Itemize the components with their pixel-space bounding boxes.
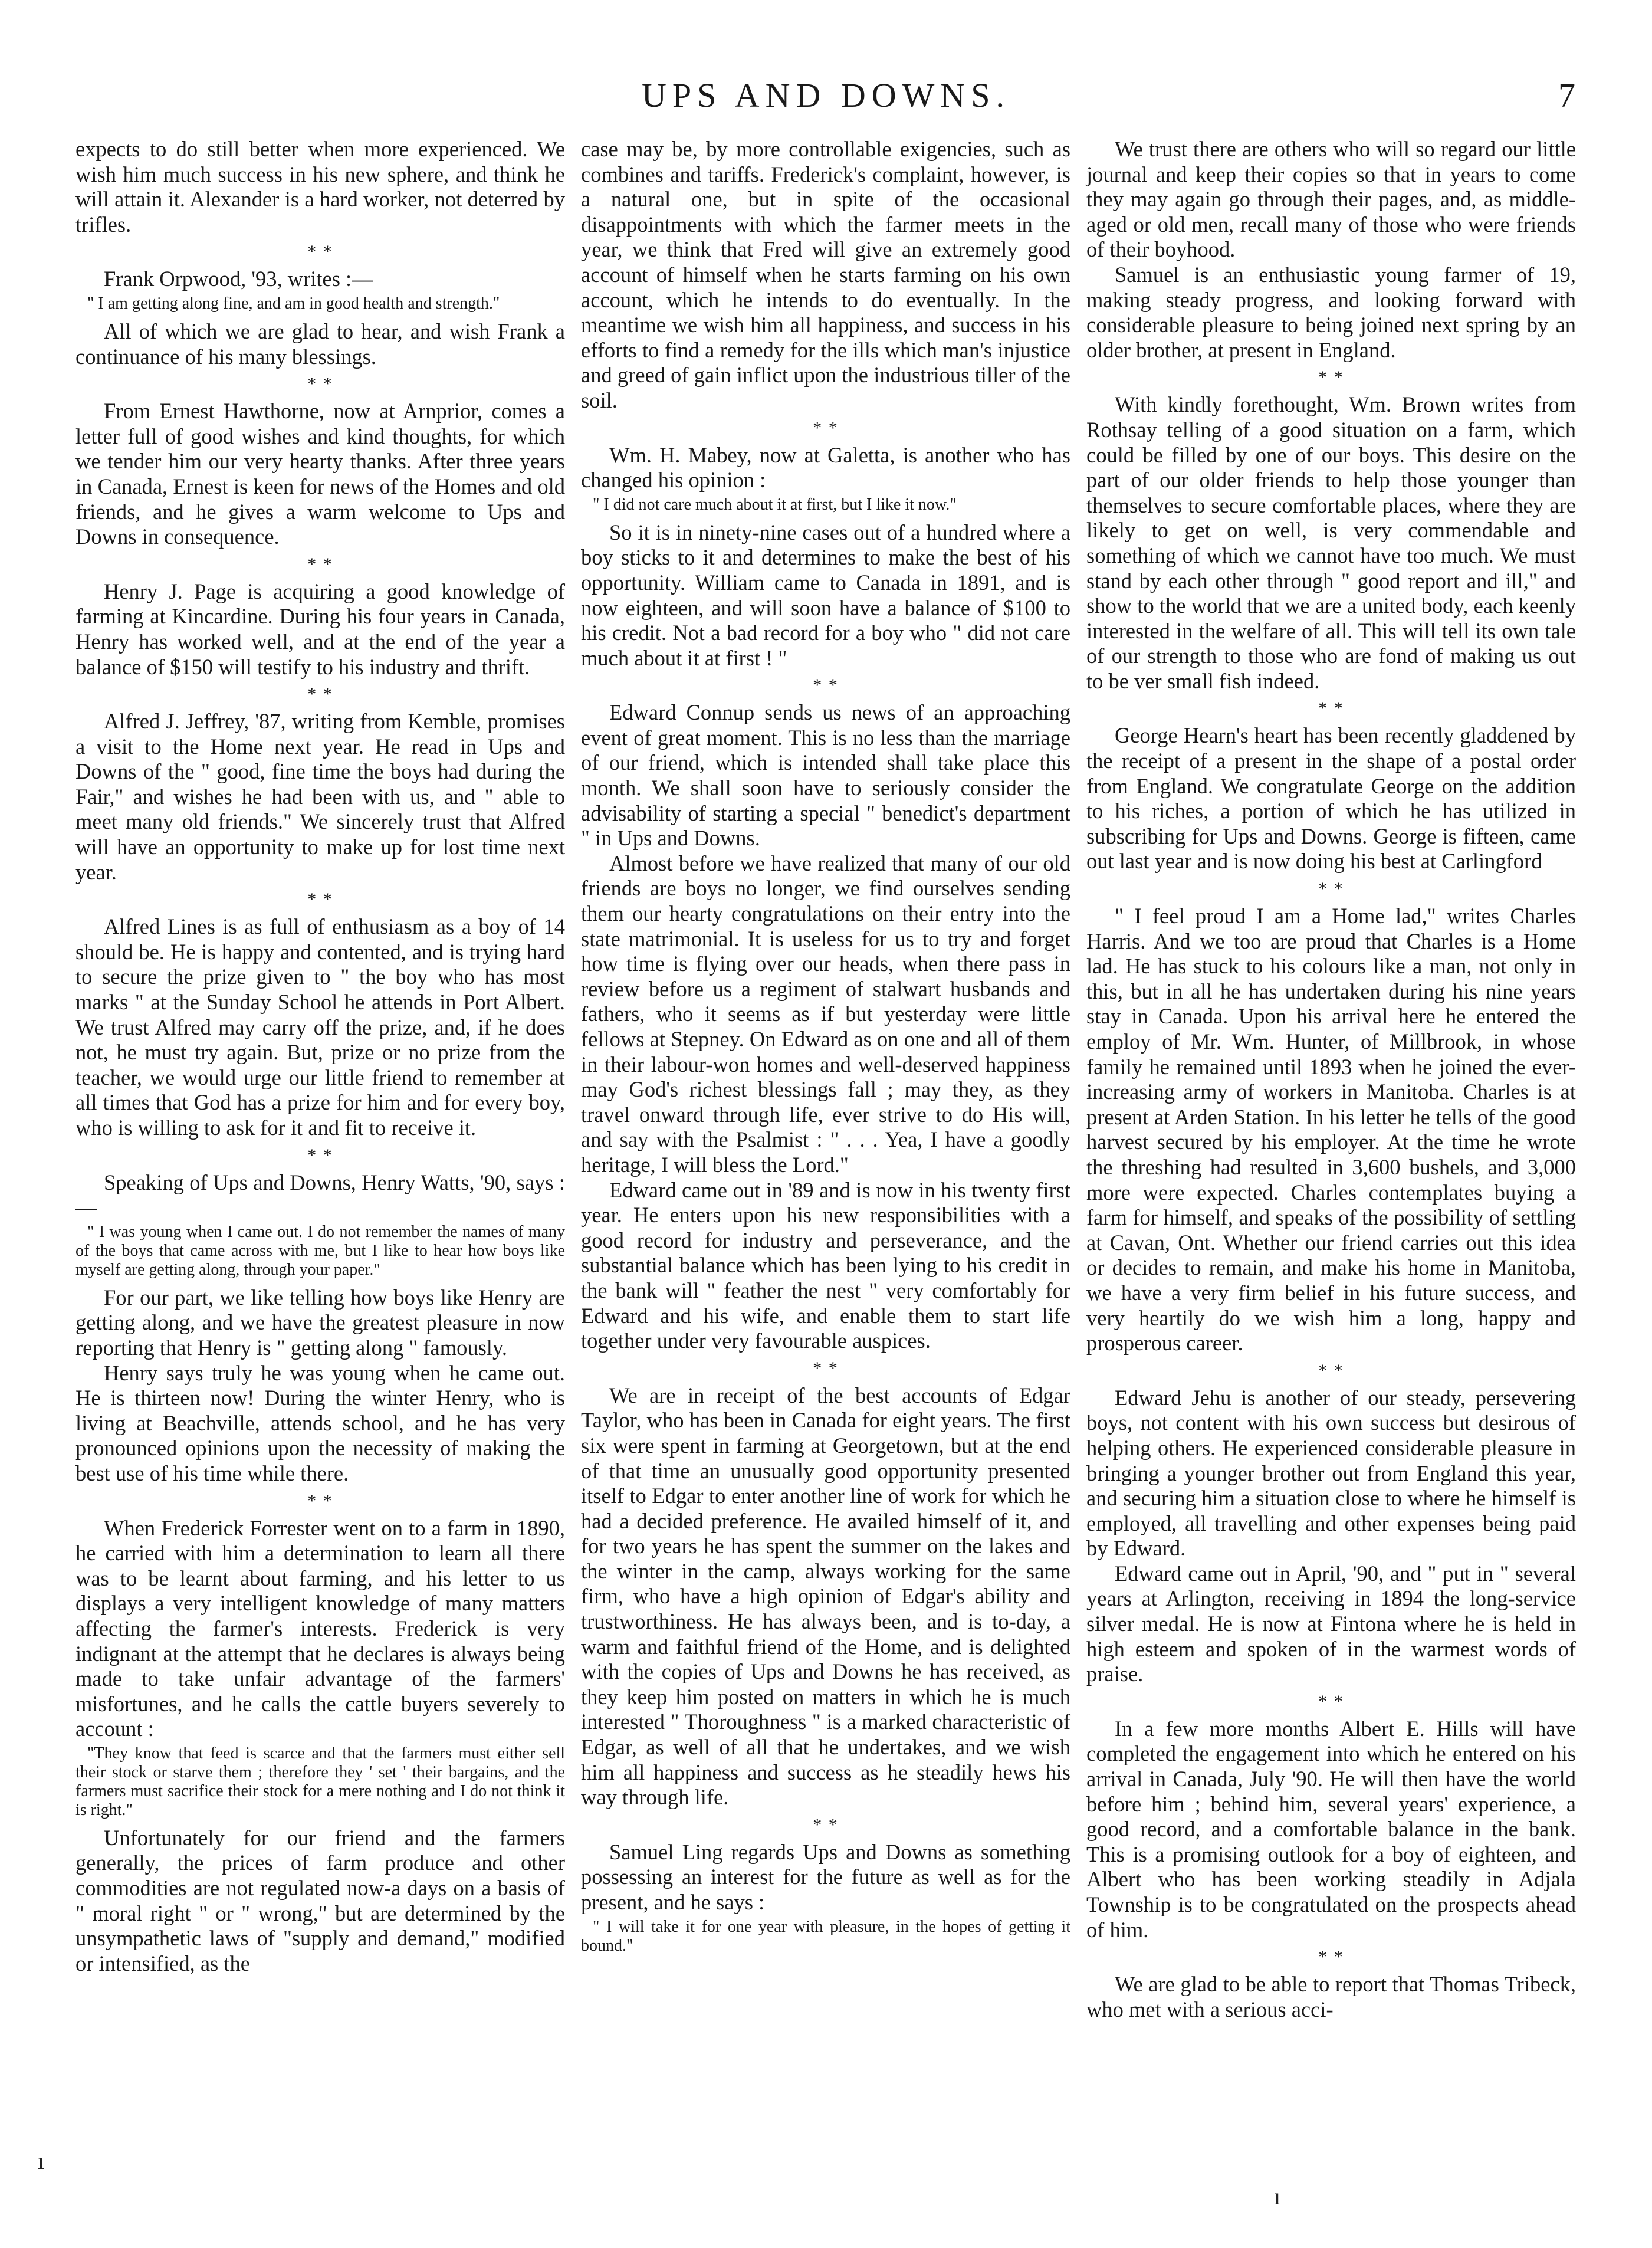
section-separator: * *: [1318, 1947, 1344, 1967]
paragraph: Edward came out in April, '90, and " put in " several years at Arlington, receiving in 1894 the long-service silver medal. He is now at Fintona where he is held in high esteem and spoken of in the warmest words of praise.: [1086, 1561, 1576, 1686]
quotation: "They know that feed is scarce and that the farmers must either sell their stock or starve them ; therefore they ' set ' their bargains, and the farmers must sacrifice their stock for a mere nothing and I do not think it is right.": [75, 1744, 565, 1819]
paragraph: Alfred Lines is as full of enthusiasm as a boy of 14 should be. He is happy and contented, and is trying hard to secure the prize given to " the boy who has most marks " at the Sunday School he attends in Port Albert. We trust Alfred may carry off the prize, and, if he does not, he must try again. But, prize or no prize from the teacher, we would urge our little friend to remember at all times that God has a prize for him and for every boy, who is willing to ask for it and fit to receive it.: [75, 914, 565, 1140]
section-separator: * *: [813, 1358, 839, 1378]
paragraph: So it is in ninety-nine cases out of a hundred where a boy sticks to it and determines to make the best of his opportunity. William came to Canada in 1891, and is now eighteen, and will soon have a balance of $100 to his credit. Not a bad record for a boy who " did not care much about it at first ! ": [581, 520, 1070, 670]
paragraph: Edward Connup sends us news of an approaching event of great moment. This is no less than the marriage of our friend, which is intended shall take place this month. We shall soon have to seriously consider the advisability of starting a special " benedict's department " in Ups and Downs.: [581, 700, 1070, 851]
quotation: " I am getting along fine, and am in good health and strength.": [87, 294, 500, 313]
paragraph: With kindly forethought, Wm. Brown writes from Rothsay telling of a good situation on a farm, which could be filled by one of our boys. This desire on the part of our older friends to help those younger than themselves to secure comfortable places, where they are likely to get on well, is very commendable and something of which we cannot have too much. We must stand by each other through " good report and ill," and show to the world that we are a united body, each keenly interested in the welfare of all. This will tell its own tale of our strength to those who are fond of making us out to be ver small fish indeed.: [1086, 392, 1576, 693]
page-number: 7: [1558, 76, 1575, 114]
stray-print-mark: ı: [1274, 2183, 1281, 2210]
running-head: UPS AND DOWNS.: [641, 76, 1010, 114]
section-separator: * *: [307, 1145, 333, 1165]
paragraph: Speaking of Ups and Downs, Henry Watts, '90, says :—: [75, 1170, 565, 1220]
section-separator: * *: [307, 684, 333, 704]
paragraph: case may be, by more controllable exigencies, such as combines and tariffs. Frederick's complaint, however, is a natural one, but in spite of the occasional disappointments with which the farmer meets in the year, we think that Fred will give an extremely good account of himself when he starts farming on his own account, which he intends to do eventually. In the meantime we wish him all happiness, and success in his efforts to find a remedy for the ills which man's injustice and greed of gain inflict upon the industrious tiller of the soil.: [581, 137, 1070, 412]
paragraph: From Ernest Hawthorne, now at Arnprior, comes a letter full of good wishes and kind thoughts, for which we tender him our very hearty thanks. After three years in Canada, Ernest is keen for news of the Homes and old friends, and he gives a warm welcome to Ups and Downs in consequence.: [75, 399, 565, 549]
paragraph: Henry says truly he was young when he came out. He is thirteen now! During the winter Henry, who is living at Beachville, attends school, and he has very pronounced opinions upon the necessity of making the best use of his time while there.: [75, 1360, 565, 1485]
paragraph: We trust there are others who will so regard our little journal and keep their copies so that in years to come they may again go through their pages, and, as middle-aged or old men, recall many of those who were friends of their boyhood.: [1086, 137, 1576, 262]
section-separator: * *: [813, 418, 839, 438]
section-separator: * *: [307, 554, 333, 574]
section-separator: * *: [1318, 879, 1344, 899]
quotation: " I was young when I came out. I do not remember the names of many of the boys that came across with me, but I like to hear how boys like myself are getting along, through your paper.": [75, 1222, 565, 1279]
column-2: [581, 137, 1070, 1961]
column-1: [75, 137, 565, 1976]
section-separator: * *: [1318, 1691, 1344, 1711]
section-separator: * *: [1318, 1360, 1344, 1380]
paragraph: Unfortunately for our friend and the farmers generally, the prices of farm produce and other commodities are not regulated now-a days on a basis of " moral right " or " wrong," but are determined by the unsympathetic laws of "supply and demand," modified or intensified, as the: [75, 1825, 565, 1975]
paragraph: Samuel Ling regards Ups and Downs as something possessing an interest for the future as well as for the present, and he says :: [581, 1839, 1070, 1914]
column-3: [1086, 137, 1576, 2022]
paragraph: We are glad to be able to report that Thomas Tribeck, who met with a serious acci-: [1086, 1972, 1576, 2021]
paragraph: Edward Jehu is another of our steady, persevering boys, not content with his own success but desirous of helping others. He experienced considerable pleasure in bringing a younger brother out from England this year, and securing him a situation close to where he himself is employed, all travelling and other expenses being paid by Edward.: [1086, 1385, 1576, 1561]
paragraph: Alfred J. Jeffrey, '87, writing from Kemble, promises a visit to the Home next year. He read in Ups and Downs of the " good, fine time the boys had during the Fair," and wishes he had been with us, and " able to meet many old friends." We sincerely trust that Alfred will have an opportunity to make up for lost time next year.: [75, 709, 565, 884]
section-separator: * *: [307, 1491, 333, 1511]
section-separator: * *: [307, 242, 333, 262]
section-separator: * *: [1318, 698, 1344, 718]
paragraph: When Frederick Forrester went on to a farm in 1890, he carried with him a determination to learn all there was to be learnt about farming, and his letter to us displays a very intelligent knowledge of many matters affecting the farmer's interests. Frederick is very indignant at the attempt that he declares is always being made to take unfair advantage of the farmers' misfortunes, and he calls the cattle buyers severely to account :: [75, 1515, 565, 1741]
paragraph: Almost before we have realized that many of our old friends are boys no longer, we find ourselves sending them our hearty congratulations on their entry into the state matrimonial. It is useless for us to try and forget how time is flying over our heads, when there pass in review before us a regiment of stalwart husbands and fathers, who it seems as if but yesterday were little fellows at Stepney. On Edward as on one and all of them in their labour-won homes and well-deserved happiness may God's richest blessings fall ; may they, as they travel onward through life, ever strive to do His will, and say with the Psalmist : " . . . Yea, I have a goodly heritage, I will bless the Lord.": [581, 851, 1070, 1177]
section-separator: * *: [813, 675, 839, 695]
paragraph: Frank Orpwood, '93, writes :—: [104, 267, 373, 291]
paragraph: Edward came out in '89 and is now in his twenty first year. He enters upon his new responsibilities with a good record for industry and perseverance, and the substantial balance which has been lying to his credit in the bank will " feather the nest " very comfortably for Edward and his wife, and enable them to start life together under very favourable auspices.: [581, 1177, 1070, 1353]
paragraph: Wm. H. Mabey, now at Galetta, is another who has changed his opinion :: [581, 442, 1070, 493]
paragraph: We are in receipt of the best accounts of Edgar Taylor, who has been in Canada for eight years. The first six were spent in farming at Georgetown, but at the end of that time an unusually good opportunity presented itself to Edgar to enter another line of work for which he had a decided preference. He availed himself of it, and for two years he has spent the summer on the lakes and the winter in the camp, always working for the same firm, who have a high opinion of Edgar's ability and trustworthiness. He has always been, and is to-day, a warm and faithful friend of the Home, and is delighted with the copies of Ups and Downs he has received, as they keep him posted on matters in which he is much interested " Thoroughness " is a marked characteristic of Edgar, as well of all that he undertakes, and we wish him all happiness and success as he steadily hews his way through life.: [581, 1383, 1070, 1810]
paragraph: In a few more months Albert E. Hills will have completed the engagement into which he entered on his arrival in Canada, July '90. He will then have the world before him ; behind him, several years' experience, a good record, and a comfortable balance in the bank. This is a promising outlook for a boy of eighteen, and Albert who has been working steadily in Adjala Township is to be congratulated on the prospects ahead of him.: [1086, 1716, 1576, 1942]
section-separator: * *: [813, 1814, 839, 1835]
paragraph: " I feel proud I am a Home lad," writes Charles Harris. And we too are proud that Charles is a Home lad. He has stuck to his colours like a man, not only in this, but in all he has undertaken during his nine years stay in Canada. Upon his arrival here he entered the employ of Mr. Wm. Hunter, of Millbrook, in whose family he remained until 1893 when he joined the ever-increasing army of workers in Manitoba. Charles is at present at Arden Station. In his letter he tells of the good harvest secured by his employer. At the time he wrote the threshing had resulted in 3,600 bushels, and 3,000 more were expected. Charles contemplates buying a farm for himself, and speaks of the possibility of settling at Cavan, Ont. Whether our friend carries out this idea or decides to remain, and make his home in Manitoba, we have a very firm belief in his future success, and very heartily do we wish him a long, happy and prosperous career.: [1086, 904, 1576, 1356]
section-separator: * *: [307, 890, 333, 910]
paragraph: Samuel is an enthusiastic young farmer of 19, making steady progress, and looking forward with considerable pleasure to being joined next spring by an older brother, at present in England.: [1086, 262, 1576, 362]
paragraph: Henry J. Page is acquiring a good knowledge of farming at Kincardine. During his four years in Canada, Henry has worked well, and at the end of the year a balance of $150 will testify to his industry and thrift.: [75, 579, 565, 679]
paragraph: All of which we are glad to hear, and wish Frank a continuance of his many blessings.: [75, 319, 565, 369]
section-separator: * *: [1318, 367, 1344, 388]
paragraph: George Hearn's heart has been recently gladdened by the receipt of a present in the shape of a postal order from England. We congratulate George on the addition to his riches, a portion of which he has utilized in subscribing for Ups and Downs. George is fifteen, came out last year and is now doing his best at Carlingford: [1086, 723, 1576, 874]
paragraph: expects to do still better when more experienced. We wish him much success in his new sphere, and think he will attain it. Alexander is a hard worker, not deterred by trifles.: [75, 137, 565, 237]
quotation: " I will take it for one year with pleasure, in the hopes of getting it bound.": [581, 1917, 1070, 1955]
quotation: " I did not care much about it at first, but I like it now.": [593, 495, 957, 514]
paragraph: For our part, we like telling how boys like Henry are getting along, and we have the greatest pleasure in now reporting that Henry is " getting along " famously.: [75, 1285, 565, 1360]
stray-print-mark: ı: [38, 2148, 45, 2174]
section-separator: * *: [307, 374, 333, 394]
